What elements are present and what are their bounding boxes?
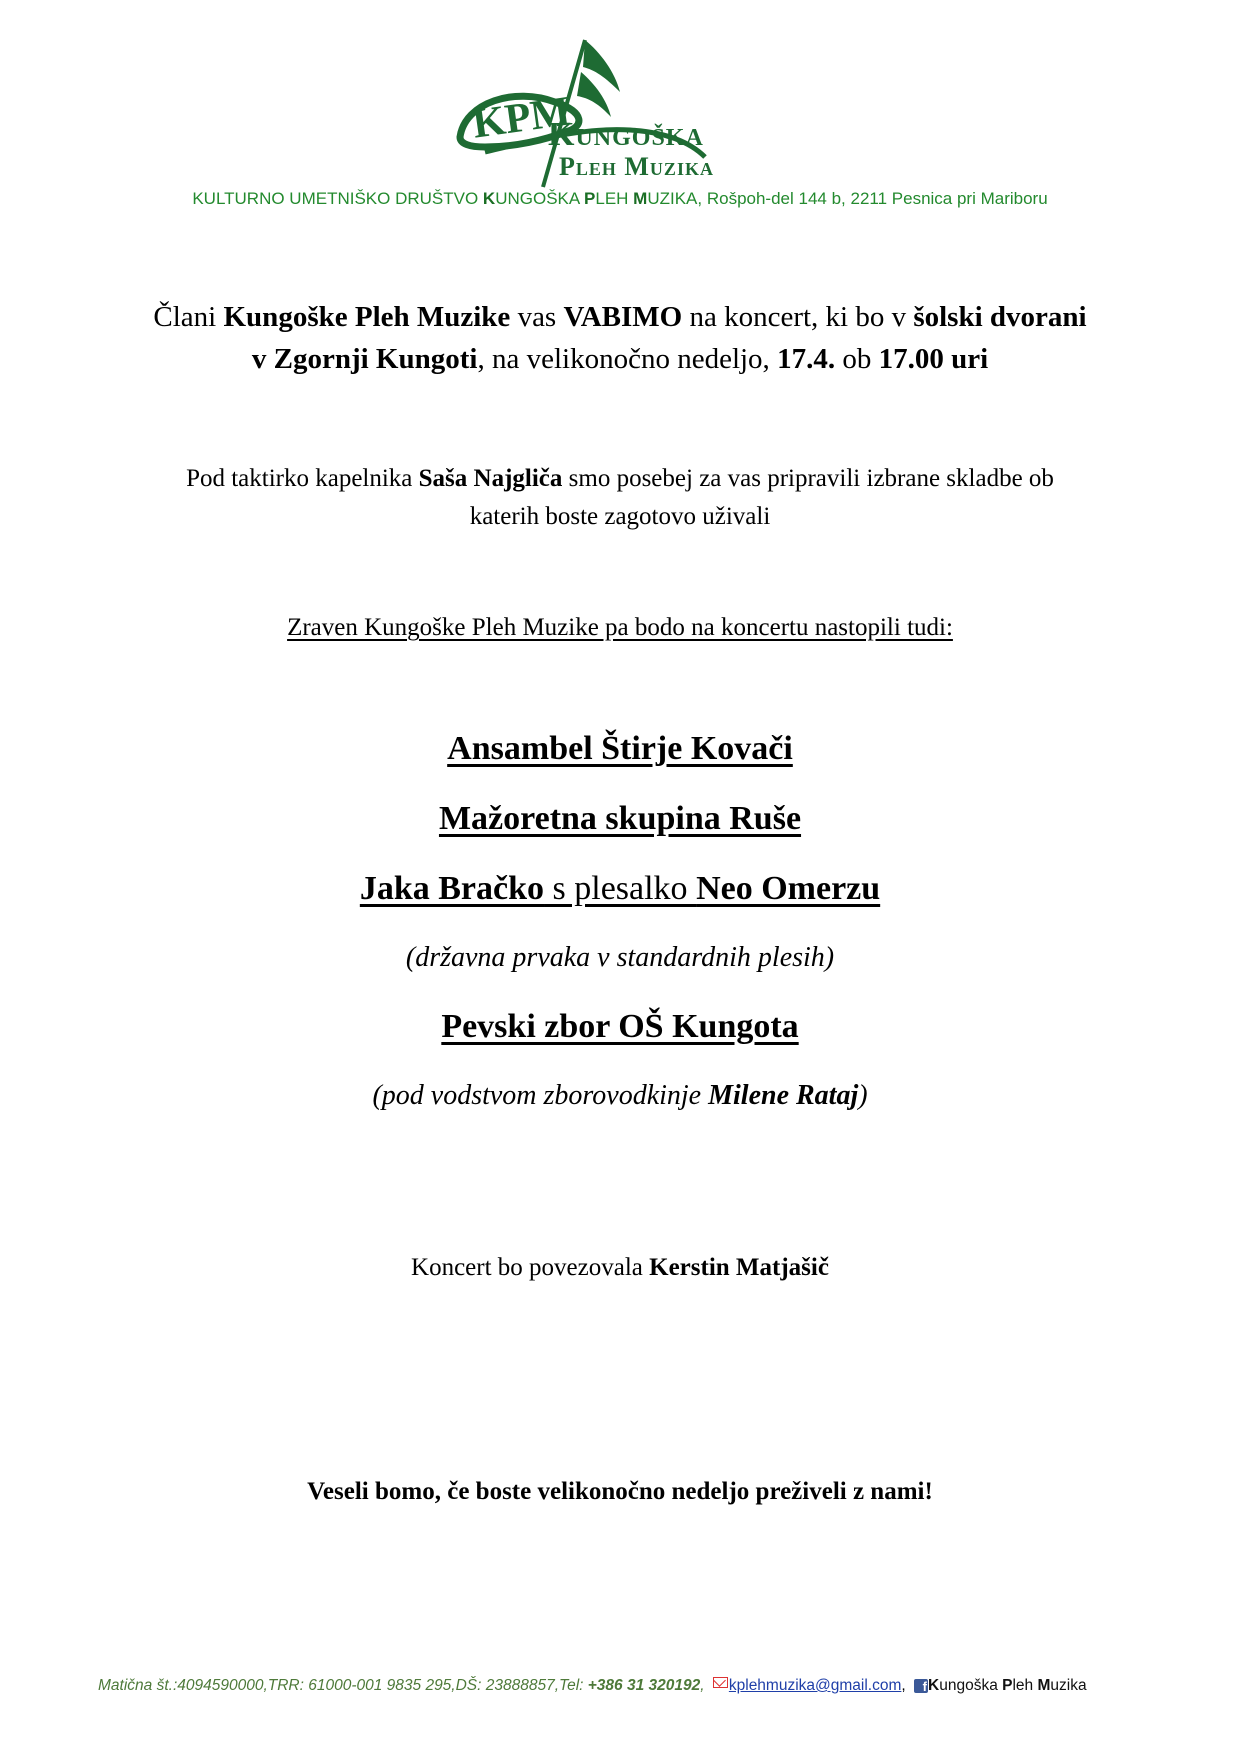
address-initial-k: K [482,189,496,208]
text: ob [835,343,879,375]
text: ) [858,1080,868,1111]
conductor-name: Saša Najgliča [418,465,563,492]
initial: P [1002,1677,1013,1694]
text: uzika [1050,1677,1087,1694]
address-initial-p: P [584,189,596,208]
address-initial-m: M [633,189,648,208]
text: (pod vodstvom zborovodkinje [372,1080,709,1111]
invite-emphasis: VABIMO [563,301,683,333]
facebook-page-name[interactable] [928,1677,1087,1694]
address-text: UNGOŠKA [495,189,585,208]
text: ungoška [939,1677,1003,1694]
text: s plesalko [544,870,697,907]
separator: , [901,1677,906,1694]
performer-ensemble: Ansambel Štirje Kovači [447,730,793,767]
organization-address [0,189,1240,209]
logo-line-1: Kungoška [548,116,704,153]
event-time: 17.00 uri [878,343,989,375]
text: katerih boste zagotovo uživali [469,503,771,530]
choir-note [0,1080,1240,1112]
initial: K [928,1677,940,1694]
band-name: Kungoške Pleh Muzike [223,301,511,333]
invitation-paragraph [0,296,1240,380]
venue-location: v Zgornji Kungoti [251,343,478,375]
guests-intro-text: Zraven Kungoške Pleh Muzike pa bodo na koncertu nastopili tudi: [287,614,953,641]
facebook-icon[interactable]: f [914,1679,928,1693]
venue: šolski dvorani [913,301,1087,333]
separator: , [700,1677,705,1694]
email-link[interactable]: kplehmuzika@gmail.com [728,1677,902,1694]
svg-text:KPM: KPM [469,88,574,148]
performer-choir: Pevski zbor OŠ Kungota [441,1008,799,1045]
closing-line: Veseli bomo, če boste velikonočno nedeljo preživeli z nami! [307,1478,933,1505]
address-text: LEH [595,189,634,208]
choir-leader-name: Milene Rataj [708,1080,859,1111]
address-text: KULTURNO UMETNIŠKO DRUŠTVO [192,189,483,208]
performer-dancers [0,870,1240,908]
text: Koncert bo povezovala [411,1254,650,1281]
text: na koncert, ki bo v [682,301,914,333]
address-text: UZIKA, Rošpoh-del 144 b, 2211 Pesnica pri Mariboru [647,189,1048,208]
dancer-name: Jaka Bračko [359,870,545,907]
host-name: Kerstin Matjašič [649,1254,829,1281]
dancer-name: Neo Omerzu [696,870,881,907]
logo-line-2: Pleh Muzika [559,152,714,181]
text: , na velikonočno nedeljo, [477,343,778,375]
registry-info: Matična št.:4094590000,TRR: 61000-001 9835 295,DŠ: 23888857,Tel: [98,1677,588,1694]
host-line [0,1254,1240,1282]
performer-majorettes: Mažoretna skupina Ruše [438,800,802,837]
text: smo posebej za vas pripravili izbrane skladbe ob [562,465,1054,492]
conductor-paragraph [0,460,1240,536]
guests-intro [0,614,1240,642]
initial: M [1037,1677,1051,1694]
text: leh [1012,1677,1038,1694]
logo-wordmark [548,118,714,180]
text: Pod taktirko kapelnika [186,465,419,492]
event-date: 17.4. [777,343,836,375]
mail-icon [713,1677,728,1688]
text: Člani [153,301,224,333]
dancers-note: (državna prvaka v standardnih plesih) [405,942,835,973]
text: vas [510,301,564,333]
footer [98,1677,1087,1695]
phone-number: +386 31 320192 [587,1677,701,1694]
